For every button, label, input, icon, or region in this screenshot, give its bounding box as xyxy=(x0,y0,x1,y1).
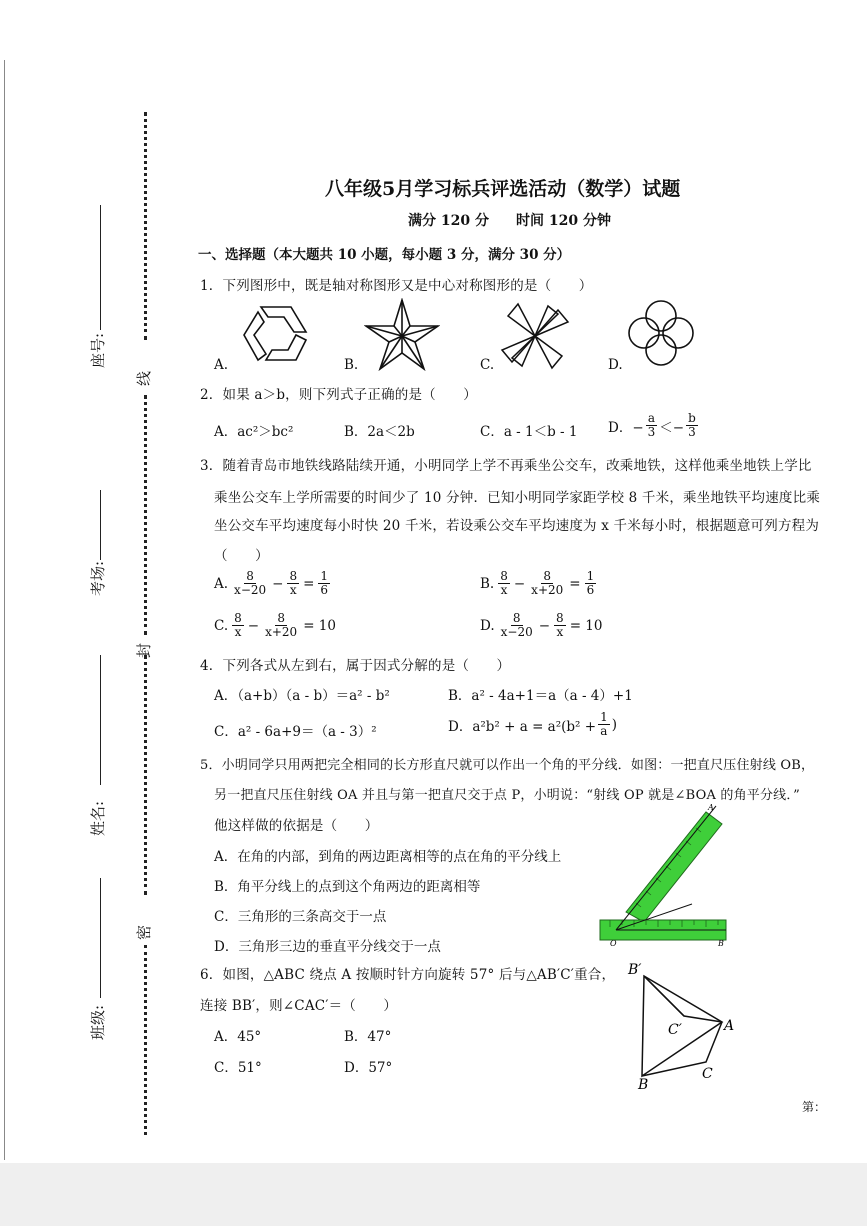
question-5-line3: 他这样做的依据是（ ） xyxy=(214,818,379,834)
q2-d-d2: 3 xyxy=(688,425,696,439)
q2-d-n2: b xyxy=(688,411,696,425)
q6-option-c[interactable]: C．51° xyxy=(214,1060,262,1076)
q4-d-n: 1 xyxy=(600,710,608,724)
q3-b-n1: 8 xyxy=(500,569,508,583)
exam-room-label: 考场: xyxy=(89,560,108,597)
question-1-stem: 1．下列图形中，既是轴对称图形又是中心对称图形的是（ ） xyxy=(200,278,593,294)
q3-b-d3: 6 xyxy=(586,583,595,597)
q5-option-c[interactable]: C．三角形的三条高交于一点 xyxy=(214,909,387,925)
question-5-line1: 5．小明同学只用两把完全相同的长方形直尺就可以作出一个角的平分线．如图：一把直尺压住射线 OB， xyxy=(200,758,815,773)
page-edge-line xyxy=(4,60,5,1160)
q2-option-c[interactable]: C．a - 1＜b - 1 xyxy=(480,424,578,440)
q5-fig-label-o: O xyxy=(610,939,617,948)
seat-number-field[interactable] xyxy=(100,205,101,330)
q3-c-n2: 8 xyxy=(277,611,285,625)
q6-fig-label-bprime: B′ xyxy=(628,962,642,978)
exam-room-field[interactable] xyxy=(100,490,101,560)
q3-c-label: C. xyxy=(214,617,229,634)
q3-d-frac1 xyxy=(499,612,535,639)
q3-c-eq: = 10 xyxy=(303,617,336,634)
q3-a-n3: 1 xyxy=(320,569,329,583)
q3-option-c[interactable] xyxy=(214,612,336,639)
question-6-line2: 连接 BB′，则∠CAC′＝（ ） xyxy=(200,998,398,1014)
q3-b-n3: 1 xyxy=(586,569,595,583)
q2-d-d1: 3 xyxy=(647,425,656,439)
q3-a-d3: 6 xyxy=(320,583,329,597)
q2-option-a[interactable]: A．ac²＞bc² xyxy=(214,424,294,440)
q4-d-frac xyxy=(598,711,610,738)
q3-a-op: − xyxy=(272,575,284,592)
q6-fig-label-cprime: C′ xyxy=(668,1022,682,1038)
q1-option-c-figure xyxy=(498,300,572,372)
q3-d-n2: 8 xyxy=(556,611,564,625)
page-number: 第： xyxy=(802,1100,827,1114)
question-3-line1: 3．随着青岛市地铁线路陆续开通，小明同学上学不再乘坐公交车，改乘地铁，这样他乘坐地铁上学比 xyxy=(200,458,812,474)
q3-d-eq: = 10 xyxy=(569,617,603,634)
binding-dotted-line xyxy=(144,112,147,340)
q3-d-frac2 xyxy=(554,612,566,639)
q4-option-c[interactable]: C．a² - 6a+9＝（a - 3）² xyxy=(214,724,377,740)
binding-dotted-line xyxy=(144,395,147,635)
q4-d-prefix: D．a²b² + a = a²(b² + xyxy=(448,718,597,735)
q1-option-c-label[interactable]: C. xyxy=(480,357,495,373)
q3-b-label: B. xyxy=(480,575,495,592)
class-field[interactable] xyxy=(100,878,101,998)
q5-option-b[interactable]: B．角平分线上的点到这个角两边的距离相等 xyxy=(214,879,481,895)
q3-b-d1: x xyxy=(500,583,508,597)
q3-a-n1: 8 xyxy=(246,569,254,583)
binding-dotted-line xyxy=(144,655,147,895)
q1-option-b-figure xyxy=(364,298,440,372)
q3-c-d1: x xyxy=(234,625,242,639)
q3-d-d2: x xyxy=(556,625,564,639)
q5-fig-label-b: B xyxy=(718,939,724,948)
q3-b-op: − xyxy=(513,575,526,592)
binding-secret-char: 密 xyxy=(135,924,154,941)
q1-option-a-figure xyxy=(236,302,316,372)
question-5-line2: 另一把直尺压住射线 OA 并且与第一把直尺交于点 P，小明说：“射线 OP 就是∠BOA 的角平分线．” xyxy=(214,788,800,803)
q4-option-a[interactable]: A．（a+b）（a - b）＝a² - b² xyxy=(214,688,390,704)
q3-c-n1: 8 xyxy=(234,611,242,625)
q3-b-frac3 xyxy=(585,570,597,597)
q2-d-frac2 xyxy=(686,412,698,439)
section-heading: 一、选择题（本大题共 10 小题，每小题 3 分，满分 30 分） xyxy=(198,247,571,263)
q3-b-frac1 xyxy=(498,570,510,597)
name-label: 姓名: xyxy=(89,800,108,837)
q3-b-frac2 xyxy=(529,570,565,597)
q6-fig-label-b: B xyxy=(638,1077,649,1090)
exam-title: 八年级5月学习标兵评选活动（数学）试题 xyxy=(325,178,681,200)
q1-option-b-label[interactable]: B. xyxy=(344,357,359,373)
page-bottom-margin xyxy=(0,1163,867,1226)
q3-a-d1: x−20 xyxy=(234,583,267,597)
q6-option-d[interactable]: D．57° xyxy=(344,1060,393,1076)
seat-number-label: 座号: xyxy=(89,332,108,369)
q3-c-op: − xyxy=(247,617,260,634)
q2-d-n1: a xyxy=(647,411,656,425)
q3-d-label: D. xyxy=(480,617,495,634)
q3-b-d2: x+20 xyxy=(531,583,564,597)
binding-dotted-line xyxy=(144,945,147,1135)
class-label: 班级: xyxy=(89,1004,108,1041)
q2-option-b[interactable]: B．2a＜2b xyxy=(344,424,415,440)
q3-option-b[interactable] xyxy=(480,570,596,597)
q6-rotation-figure xyxy=(622,958,752,1090)
q6-option-a[interactable]: A．45° xyxy=(214,1029,262,1045)
time-limit: 时间 120 分钟 xyxy=(516,213,611,229)
q6-fig-label-a: A xyxy=(724,1018,735,1034)
q3-d-d1: x−20 xyxy=(500,625,533,639)
q3-d-op: − xyxy=(538,617,551,634)
q6-fig-label-c: C xyxy=(702,1066,713,1082)
q3-a-n2: 8 xyxy=(289,569,298,583)
binding-line-char: 线 xyxy=(135,370,154,387)
q3-a-frac2 xyxy=(287,570,299,597)
name-field[interactable] xyxy=(100,655,101,785)
q6-option-b[interactable]: B．47° xyxy=(344,1029,392,1045)
question-6-line1: 6．如图，△ABC 绕点 A 按顺时针方向旋转 57° 后与△AB′C′重合， xyxy=(200,967,616,983)
question-2-stem: 2．如果 a＞b，则下列式子正确的是（ ） xyxy=(200,387,477,403)
q4-d-suffix: ) xyxy=(611,716,617,733)
q2-option-d[interactable] xyxy=(608,412,698,439)
q3-c-d2: x+20 xyxy=(265,625,298,639)
question-3-line3: 坐公交车平均速度每小时快 20 千米，若设乘公交车平均速度为 x 千米每小时，根据题意可列方程为 xyxy=(214,518,820,534)
q3-b-n2: 8 xyxy=(543,569,552,583)
question-3-line4: （ ） xyxy=(214,548,269,564)
q4-d-d: a xyxy=(600,724,608,738)
full-score: 满分 120 分 xyxy=(408,213,489,229)
q3-d-n1: 8 xyxy=(512,611,521,625)
q2-d-mid: ＜− xyxy=(659,419,685,436)
q3-option-d[interactable] xyxy=(480,612,602,639)
q2-d-prefix: D．− xyxy=(608,419,644,436)
q4-option-d[interactable] xyxy=(448,711,617,738)
q5-fig-label-a: A xyxy=(708,803,714,812)
q3-option-a[interactable] xyxy=(214,570,330,597)
q3-c-frac1 xyxy=(232,612,244,639)
binding-seal-char: 封 xyxy=(135,642,154,659)
q5-option-a[interactable]: A．在角的内部，到角的两边距离相等的点在角的平分线上 xyxy=(214,849,562,865)
q4-option-b[interactable]: B．a² - 4a+1＝a（a - 4）+1 xyxy=(448,688,633,704)
q2-d-frac1 xyxy=(646,412,658,439)
q3-a-frac1 xyxy=(232,570,268,597)
q1-option-d-figure xyxy=(628,298,694,370)
question-3-line2: 乘坐公交车上学所需要的时间少了 10 分钟．已知小明同学家距学校 8 千米，乘坐地铁平均速度比乘 xyxy=(214,490,821,506)
q1-option-d-label[interactable]: D. xyxy=(608,357,623,373)
q3-b-eq: = xyxy=(569,575,581,592)
q1-option-a-label[interactable]: A. xyxy=(214,357,229,373)
q3-a-d2: x xyxy=(289,583,297,597)
q5-option-d[interactable]: D．三角形三边的垂直平分线交于一点 xyxy=(214,939,441,955)
q3-a-eq: = xyxy=(303,575,315,592)
q3-c-frac2 xyxy=(263,612,299,639)
q5-ruler-figure xyxy=(596,800,736,948)
q3-a-frac3 xyxy=(318,570,330,597)
q3-a-label: A. xyxy=(214,575,229,592)
question-4-stem: 4．下列各式从左到右，属于因式分解的是（ ） xyxy=(200,658,511,674)
